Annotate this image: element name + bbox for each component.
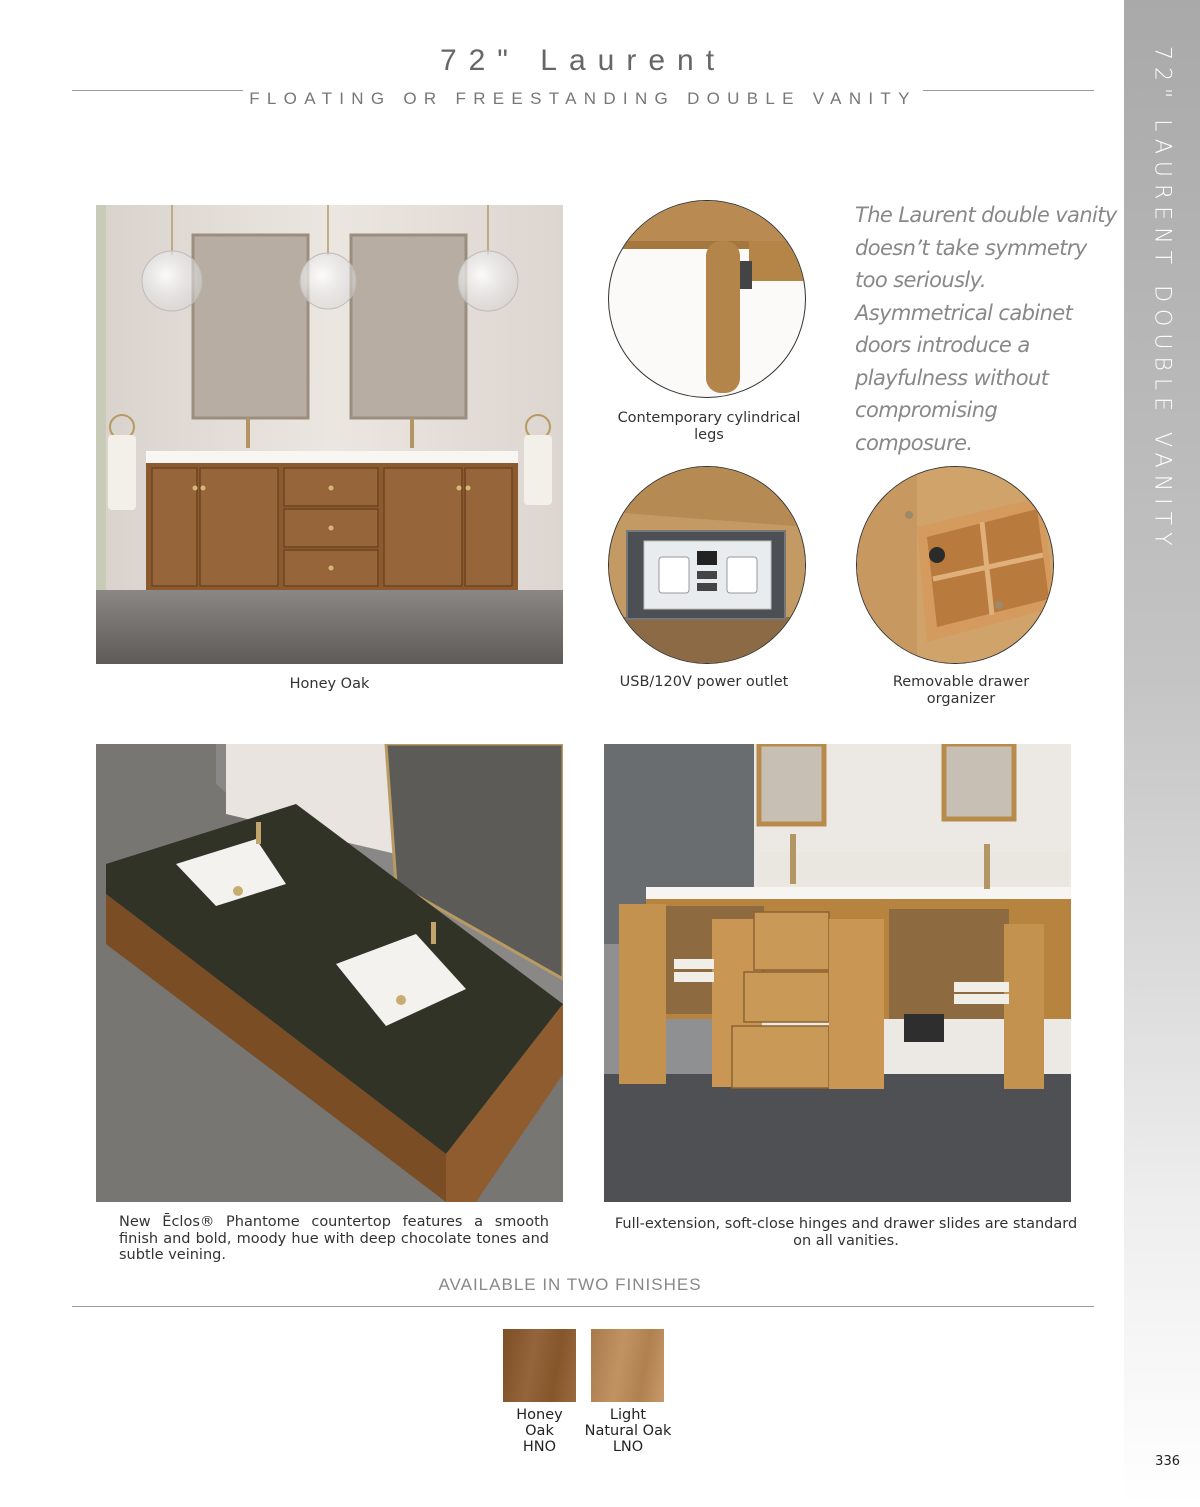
page-number: 336 xyxy=(1155,1454,1180,1469)
side-title: 72" LAURENT DOUBLE VANITY xyxy=(1149,46,1175,553)
legs-caption: Contemporary cylindrical legs xyxy=(617,410,801,443)
finishes-divider xyxy=(72,1306,1094,1307)
swatch-light-natural-oak-code: LNO xyxy=(612,1439,644,1455)
swatch-light-natural-oak-line1: Light xyxy=(609,1407,647,1423)
swatch-honey-oak-label xyxy=(496,1407,583,1455)
legs-illustration xyxy=(609,201,806,398)
page-subtitle xyxy=(72,89,1094,109)
countertop-photo xyxy=(96,744,563,1202)
page-subtitle-text: FLOATING OR FREESTANDING DOUBLE VANITY xyxy=(243,89,923,108)
swatch-honey-oak-line2: Oak xyxy=(525,1423,554,1439)
main-photo-caption: Honey Oak xyxy=(289,676,370,692)
main-vanity-illustration xyxy=(96,205,563,664)
description-quote: The Laurent double vanity doesn’t take symmetry too seriously. Asymmetrical cabinet doors introduce a playfulness without compromising composure. xyxy=(855,203,1117,455)
open-vanity-photo xyxy=(604,744,1071,1202)
outlet-detail-photo xyxy=(608,466,806,664)
organizer-caption: Removable drawer organizer xyxy=(892,674,1030,707)
organizer-illustration xyxy=(857,467,1054,664)
outlet-caption: USB/120V power outlet xyxy=(619,674,789,690)
page-title: 72" Laurent xyxy=(439,44,727,77)
swatch-honey-oak xyxy=(503,1329,576,1402)
countertop-illustration xyxy=(96,744,563,1202)
swatch-light-natural-oak-line2: Natural Oak xyxy=(584,1423,672,1439)
main-vanity-photo xyxy=(96,205,563,664)
outlet-illustration xyxy=(609,467,806,664)
swatch-light-natural-oak xyxy=(591,1329,664,1402)
hinges-caption: Full-extension, soft-close hinges and drawer slides are standard on all vanities. xyxy=(614,1216,1078,1249)
countertop-caption: New Ēclos® Phantome countertop features a smooth finish and bold, moody hue with deep chocolate tones and subtle veining. xyxy=(119,1214,549,1263)
swatch-honey-oak-line1: Honey xyxy=(516,1407,563,1423)
finishes-heading: AVAILABLE IN TWO FINISHES xyxy=(438,1275,702,1294)
swatch-honey-oak-code: HNO xyxy=(522,1439,557,1455)
organizer-detail-photo xyxy=(856,466,1054,664)
legs-detail-photo xyxy=(608,200,806,398)
open-vanity-illustration xyxy=(604,744,1071,1202)
swatch-light-natural-oak-label xyxy=(583,1407,673,1455)
